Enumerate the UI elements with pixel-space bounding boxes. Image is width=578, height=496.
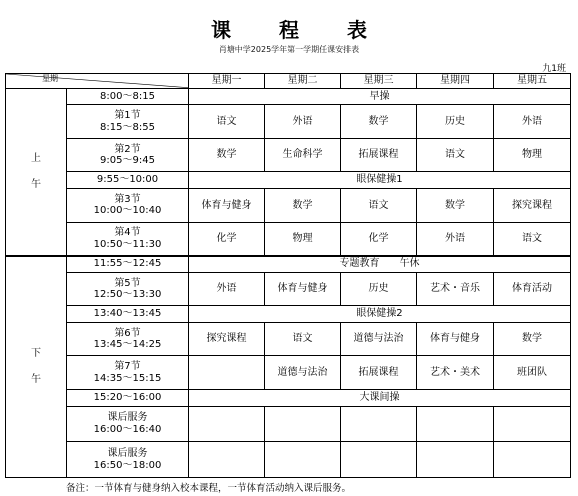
subject-cell: 语文 (417, 138, 494, 171)
period-name: 第1节 (114, 110, 141, 122)
subject-cell (265, 442, 341, 478)
period-name: 第3节 (114, 193, 141, 205)
subject-cell: 体育与健身 (189, 189, 265, 222)
period-cell (67, 323, 189, 356)
period-cell (67, 222, 189, 255)
subject-cell: 生命科学 (265, 138, 341, 171)
section-char: 午 (31, 373, 41, 385)
subject-cell: 数学 (189, 138, 265, 171)
time-cell: 9:55～10:00 (67, 172, 189, 189)
page-title: 课程表 (211, 18, 415, 42)
subject-cell: 化学 (341, 222, 417, 255)
day-header: 星期三 (341, 74, 417, 89)
subject-cell: 语文 (265, 323, 341, 356)
subject-cell: 数学 (341, 105, 417, 138)
subject-cell: 艺术・音乐 (417, 272, 494, 305)
subject-cell: 外语 (494, 105, 571, 138)
subject-cell: 探究课程 (189, 323, 265, 356)
schedule-row (6, 389, 571, 406)
section-char: 下 (31, 348, 41, 360)
period-time: 8:15～8:55 (100, 121, 155, 133)
period-name: 第4节 (114, 227, 141, 239)
period-row (6, 442, 571, 478)
subject-cell (341, 442, 417, 478)
schedule-row (6, 306, 571, 323)
subject-cell (417, 406, 494, 442)
subject-cell: 语文 (341, 189, 417, 222)
schedule-row (6, 172, 571, 189)
time-cell: 11:55～12:45 (67, 256, 189, 273)
period-time: 9:05～9:45 (100, 155, 155, 167)
corner-cell (6, 74, 189, 89)
subject-cell: 拓展课程 (341, 356, 417, 389)
subject-cell: 物理 (494, 138, 571, 171)
period-cell (67, 356, 189, 389)
day-header: 星期一 (189, 74, 265, 89)
subject-cell (417, 442, 494, 478)
schedule-row (6, 88, 571, 105)
diagonal-line (6, 74, 188, 88)
subject-cell: 艺术・美术 (417, 356, 494, 389)
span-event: 眼保健操1 (189, 172, 571, 189)
period-time: 16:00～16:40 (93, 423, 162, 435)
subject-cell (189, 442, 265, 478)
subject-cell: 探究课程 (494, 189, 571, 222)
page-subtitle: 肖塘中学2025学年第一学期任课安排表 (218, 45, 360, 54)
period-cell (67, 406, 189, 442)
period-name: 第5节 (114, 277, 141, 289)
subject-cell (494, 442, 571, 478)
subject-cell: 历史 (341, 272, 417, 305)
schedule-table (5, 73, 571, 478)
period-time: 14:35～15:15 (93, 372, 162, 384)
subject-cell: 体育与健身 (265, 272, 341, 305)
period-name: 课后服务 (107, 412, 148, 424)
period-time: 10:00～10:40 (93, 205, 162, 217)
period-row (6, 105, 571, 138)
subject-cell: 班团队 (494, 356, 571, 389)
period-time: 13:45～14:25 (93, 339, 162, 351)
period-row (6, 222, 571, 255)
period-row (6, 272, 571, 305)
subject-cell: 数学 (417, 189, 494, 222)
period-row (6, 406, 571, 442)
subject-cell (189, 406, 265, 442)
section-char: 上 (31, 153, 41, 165)
subject-cell: 外语 (265, 105, 341, 138)
subject-cell: 化学 (189, 222, 265, 255)
subject-cell: 拓展课程 (341, 138, 417, 171)
period-row (6, 138, 571, 171)
subject-cell: 道德与法治 (265, 356, 341, 389)
time-cell: 15:20～16:00 (67, 389, 189, 406)
header-row (6, 74, 571, 89)
day-header: 星期四 (417, 74, 494, 89)
subject-cell: 数学 (265, 189, 341, 222)
subject-cell (265, 406, 341, 442)
subject-cell: 外语 (417, 222, 494, 255)
period-row (6, 323, 571, 356)
period-cell (67, 189, 189, 222)
span-event: 早操 (189, 88, 571, 105)
subject-cell (341, 406, 417, 442)
period-cell (67, 442, 189, 478)
time-cell: 13:40～13:45 (67, 306, 189, 323)
schedule-row (6, 256, 571, 273)
section-morning (6, 88, 67, 255)
period-time: 10:50～11:30 (93, 238, 162, 250)
period-cell (67, 105, 189, 138)
subject-cell: 历史 (417, 105, 494, 138)
subject-cell: 数学 (494, 323, 571, 356)
day-header: 星期五 (494, 74, 571, 89)
period-name: 第6节 (114, 327, 141, 339)
subject-cell: 体育与健身 (417, 323, 494, 356)
section-afternoon (6, 256, 67, 478)
period-name: 课后服务 (107, 448, 148, 460)
period-cell (67, 138, 189, 171)
section-char: 午 (31, 178, 41, 190)
period-cell (67, 272, 189, 305)
subject-cell: 物理 (265, 222, 341, 255)
subject-cell: 语文 (189, 105, 265, 138)
class-label: 九1班 (542, 64, 566, 74)
corner-label: 星期 (42, 74, 58, 83)
span-event: 专题教育 午休 (189, 256, 571, 273)
subject-cell: 语文 (494, 222, 571, 255)
span-event: 眼保健操2 (189, 306, 571, 323)
day-header: 星期二 (265, 74, 341, 89)
time-cell: 8:00～8:15 (67, 88, 189, 105)
subject-cell: 体育活动 (494, 272, 571, 305)
period-name: 第7节 (114, 361, 141, 373)
period-time: 16:50～18:00 (93, 459, 162, 471)
subject-cell (189, 356, 265, 389)
period-name: 第2节 (114, 143, 141, 155)
period-time: 12:50～13:30 (93, 289, 162, 301)
footnote: 备注：一节体育与健身纳入校本课程，一节体育活动纳入课后服务。 (66, 483, 352, 494)
span-event: 大课间操 (189, 389, 571, 406)
subject-cell (494, 406, 571, 442)
period-row (6, 356, 571, 389)
subject-cell: 外语 (189, 272, 265, 305)
period-row (6, 189, 571, 222)
subject-cell: 道德与法治 (341, 323, 417, 356)
